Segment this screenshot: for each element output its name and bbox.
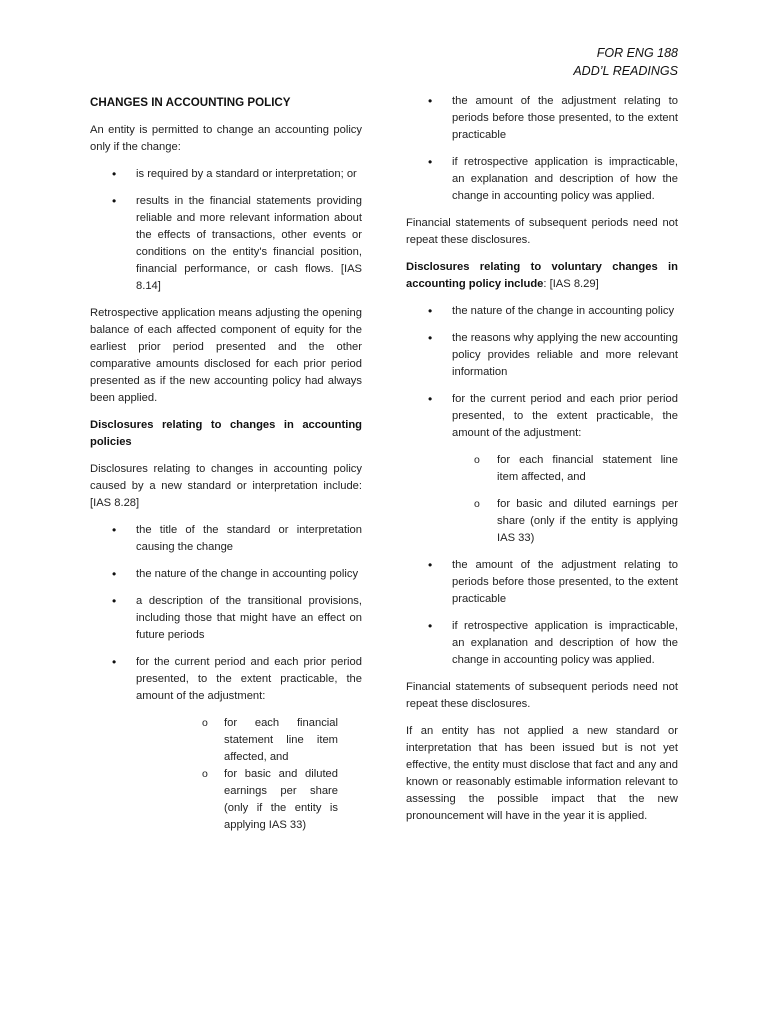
header-subtitle: ADD’L READINGS	[573, 64, 678, 78]
sub-list-item: o for basic and diluted earnings per share (only if the entity is applying IAS 33)	[452, 496, 678, 547]
voluntary-heading	[406, 259, 678, 293]
disclosures-intro: Disclosures relating to changes in accounting policy caused by a new standard or interpretation include: [IAS 8.28]	[90, 463, 362, 509]
list-item-text: for the current period and each prior period presented, to the extent practicable, the amount of the adjustment:	[136, 656, 362, 702]
list-item: • if retrospective application is impracticable, an explanation and description of how the change in accounting policy was applied.	[406, 618, 678, 669]
sub-list-item: o for each financial statement line item affected, and	[202, 715, 338, 766]
sub-list-item: o for basic and diluted earnings per share (only if the entity is applying IAS 33)	[202, 766, 338, 834]
voluntary-disclosures-list	[406, 303, 678, 669]
disclosures-heading: Disclosures relating to changes in accounting policies	[90, 419, 362, 448]
list-item	[90, 654, 362, 834]
adjustment-sublist	[202, 715, 338, 834]
voluntary-heading-text: Disclosures relating to voluntary changes in accounting policy include	[406, 261, 678, 290]
list-item: • the amount of the adjustment relating to periods before those presented, to the extent practicable	[406, 557, 678, 608]
list-item: • the title of the standard or interpretation causing the change	[90, 522, 362, 556]
list-item-text: for the current period and each prior period presented, to the extent practicable, the amount of the adjustment:	[452, 393, 678, 439]
sub-list-item: o for each financial statement line item affected, and	[452, 452, 678, 486]
list-item: • a description of the transitional provisions, including those that might have an effect on future periods	[90, 593, 362, 644]
list-item: • is required by a standard or interpretation; or	[90, 166, 362, 183]
retrospective-paragraph: Retrospective application means adjusting the opening balance of each affected component of equity for the earliest prior period presented and the other comparative amounts disclosed for each prior period presented as if the new accounting policy had always been applied.	[90, 307, 362, 404]
subsequent-periods-note: Financial statements of subsequent periods need not repeat these disclosures.	[406, 681, 678, 710]
page-header	[573, 44, 678, 80]
subsequent-periods-note: Financial statements of subsequent periods need not repeat these disclosures.	[406, 217, 678, 246]
continued-disclosures-list	[406, 93, 678, 205]
header-course: FOR ENG 188	[596, 46, 678, 60]
adjustment-sublist	[452, 452, 678, 547]
list-item: • the nature of the change in accounting policy	[406, 303, 678, 320]
list-item	[406, 391, 678, 547]
document-title: CHANGES IN ACCOUNTING POLICY	[90, 96, 291, 109]
unapplied-standard-paragraph: If an entity has not applied a new standard or interpretation that has been issued but is not yet effective, the entity must disclose that fact and any and known or reasonably estimable information relevant to assessing the possible impact that the new pronouncement will have in the year it is applied.	[406, 725, 678, 822]
left-column	[90, 94, 362, 844]
list-item: • the nature of the change in accounting policy	[90, 566, 362, 583]
list-item: • the reasons why applying the new accounting policy provides reliable and more relevant information	[406, 330, 678, 381]
voluntary-heading-ref: : [IAS 8.29]	[543, 278, 599, 290]
list-item: • results in the financial statements providing reliable and more relevant information about the effects of transactions, other events or conditions on the entity's financial position, financial performance, or cash flows. [IAS 8.14]	[90, 193, 362, 295]
disclosures-list	[90, 522, 362, 834]
list-item: • the amount of the adjustment relating to periods before those presented, to the extent practicable	[406, 93, 678, 144]
intro-paragraph: An entity is permitted to change an accounting policy only if the change:	[90, 124, 362, 153]
right-column	[406, 93, 678, 835]
list-item: • if retrospective application is impracticable, an explanation and description of how the change in accounting policy was applied.	[406, 154, 678, 205]
change-conditions-list	[90, 166, 362, 295]
